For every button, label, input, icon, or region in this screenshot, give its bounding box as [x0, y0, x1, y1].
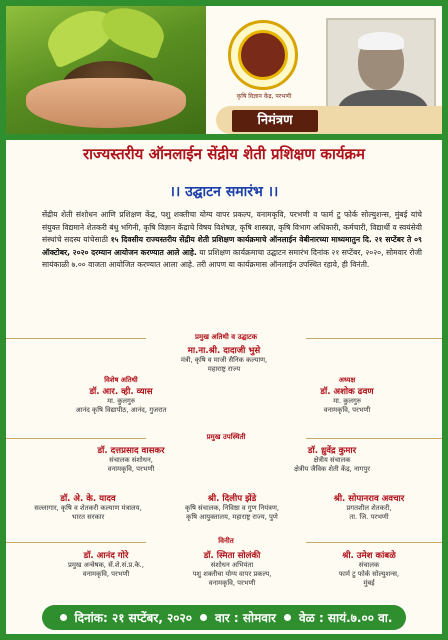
person-name: डॉ. अशोक ढवण	[320, 387, 374, 397]
ceremony-subtitle: ।। उद्घाटन समारंभ ।।	[169, 184, 279, 200]
leaf-shape	[96, 0, 170, 59]
person-desc: मा. कुलगुरु	[333, 397, 361, 405]
event-date: दिनांक: २१ सप्टेंबर, २०२०	[74, 610, 193, 625]
person-desc: क्षेत्रीय जैविक शेती केंद्र, नागपुर	[293, 465, 371, 473]
host-person	[162, 549, 302, 588]
person-name: श्री. सोपानराव अवचार	[333, 494, 405, 504]
person-name: मा.ना.श्री. दादाजी भुसे	[187, 346, 261, 356]
host-person	[36, 549, 176, 579]
seedling-in-hands-photo	[6, 6, 206, 134]
special-guest	[26, 376, 216, 415]
person-desc: क्षेत्रीय संचालक	[313, 456, 351, 464]
person-desc: वनामकृवि, परभणी	[208, 579, 256, 587]
person-desc: सल्लागार, कृषि व शेतकरी कल्याण मंत्रालय,	[34, 504, 142, 512]
bullet-icon	[284, 614, 291, 621]
person-desc: वनामकृवि, परभणी	[107, 465, 155, 473]
logo-caption: कृषि विज्ञान केंद्र, परभणी	[236, 93, 292, 100]
person-desc: कृषि संचालक, निविष्ठा व गुण नियंत्रण,	[184, 504, 280, 512]
person-desc: कृषि आयुक्तालय, महाराष्ट्र राज्य, पुणे	[186, 513, 278, 521]
event-footer	[6, 602, 442, 632]
person-desc: संचालक	[358, 561, 380, 569]
intro-paragraph	[42, 209, 422, 272]
person-desc: महाराष्ट्र राज्य	[207, 365, 241, 373]
person-desc: प्रगतशील शेतकरी,	[346, 504, 392, 512]
chairperson	[272, 376, 422, 415]
person-desc: प्रमुख अन्वेषक, सें.शे.सं.प्र.के.,	[68, 561, 144, 569]
university-logo	[228, 20, 298, 90]
person-desc: संचालक संशोधन,	[109, 456, 153, 464]
bullet-icon	[200, 614, 207, 621]
section-chair: अध्यक्ष	[338, 376, 356, 384]
host-person	[306, 549, 432, 588]
person-name: डॉ. दत्तप्रसाद वासकर	[97, 446, 165, 456]
event-time: वेळ : सायं.७.०० वा.	[298, 610, 393, 625]
person-name: डॉ. स्मिता सोलंकी	[203, 551, 261, 561]
person-desc: भारत सरकार	[71, 513, 105, 521]
person-name: श्री. उमेश कांबळे	[342, 551, 396, 561]
person-desc: ता. जि. परभणी	[349, 513, 389, 521]
presence-person	[18, 492, 158, 522]
invite-label: निमंत्रण	[232, 110, 318, 132]
presence-person	[162, 492, 302, 522]
person-desc: पशु शक्तीचा योग्य वापर प्रकल्प,	[192, 570, 272, 578]
presence-person	[242, 444, 422, 474]
person-desc: मंत्री, कृषि व माजी सैनिक कल्याण,	[180, 356, 268, 364]
intro-rest-text: या प्रशिक्षण कार्यक्रमाचा उद्घाटन समारंभ दिनांक २१ सप्टेंबर, २०२०, सोमवार रोजी सायंकाळी ७.०० वाजता आयोजित करण्यात आला आहे. तरी आपण या कार्यक्रमास ऑनलाईन उपस्थित रहावे, ही विनंती.	[42, 247, 422, 270]
person-desc: मुंबई	[363, 579, 375, 587]
chief-guest	[124, 344, 324, 374]
event-day: वार : सोमवार	[215, 610, 276, 625]
bullet-icon	[60, 614, 67, 621]
presence-person	[306, 492, 432, 522]
section-chief-guest: प्रमुख अतिथी व उद्घाटक	[126, 333, 326, 342]
page-title: राज्यस्तरीय ऑनलाईन सेंद्रीय शेती प्रशिक्षण कार्यक्रम	[82, 145, 366, 163]
logo-emblem-icon	[238, 30, 288, 80]
person-name: डॉ. ध्रुवेंद्र कुमार	[307, 446, 357, 456]
intro-text: सेंद्रीय शेती संशोधन आणि प्रशिक्षण केंद्र, पशु शक्तीचा योग्य वापर प्रकल्प, वनामकृवि, परभणी व फार्म टु फोर्क सोल्युशन्स, मुंबई यांचे संयुक्त विद्यमाने शेतकरी बंधु भगिनी, कृषि विज्ञान केंद्राचे विषय विशेषज्ञ, कृषि शास्त्रज्ञ, कृषि विभाग अधिकारी, कर्मचारी, विद्यार्थी व स्वयंसेवी संस्थांचे सदस्य यांचेसाठी	[42, 210, 422, 245]
person-name: डॉ. आनंद गोरे	[83, 551, 129, 561]
presence-person	[46, 444, 216, 474]
portrait-hair	[358, 32, 404, 50]
person-desc: वनामकृवि, परभणी	[323, 406, 371, 414]
intro-bold-text: १५ दिवसीय राज्यस्तरीय सेंद्रीय शेती प्रशिक्षण कार्यक्रमाचे ऑनलाईन वेबीनारच्या माध्यमातुन दि. २१ सप्टेंबर ते ०९ ऑक्टोबर, २०२० दरम्यान आयोजन करण्यात आले आहे.	[42, 235, 423, 257]
section-presence: प्रमुख उपस्थिती	[126, 433, 326, 442]
header-divider	[6, 134, 442, 140]
hands-shape	[26, 78, 186, 128]
person-name: श्री. दिलीप झेंडे	[207, 494, 257, 504]
person-desc: वनामकृवि, परभणी	[82, 570, 130, 578]
person-name: डॉ. अे. के. यादव	[60, 494, 116, 504]
section-request: विनीत	[126, 537, 326, 546]
event-details-pill	[42, 605, 407, 630]
person-desc: संशोधन अभियंता	[210, 561, 254, 569]
section-special-guest: विशेष अतिथी	[104, 376, 138, 384]
person-name: डॉ. आर. व्ही. व्यास	[89, 387, 153, 397]
person-desc: आनंद कृषि विद्यापीठ, आनंद, गुजरात	[75, 406, 167, 414]
person-desc: मा. कुलगुरु	[107, 397, 135, 405]
person-desc: फार्म टु फोर्क सोल्युशन्स,	[338, 570, 400, 578]
